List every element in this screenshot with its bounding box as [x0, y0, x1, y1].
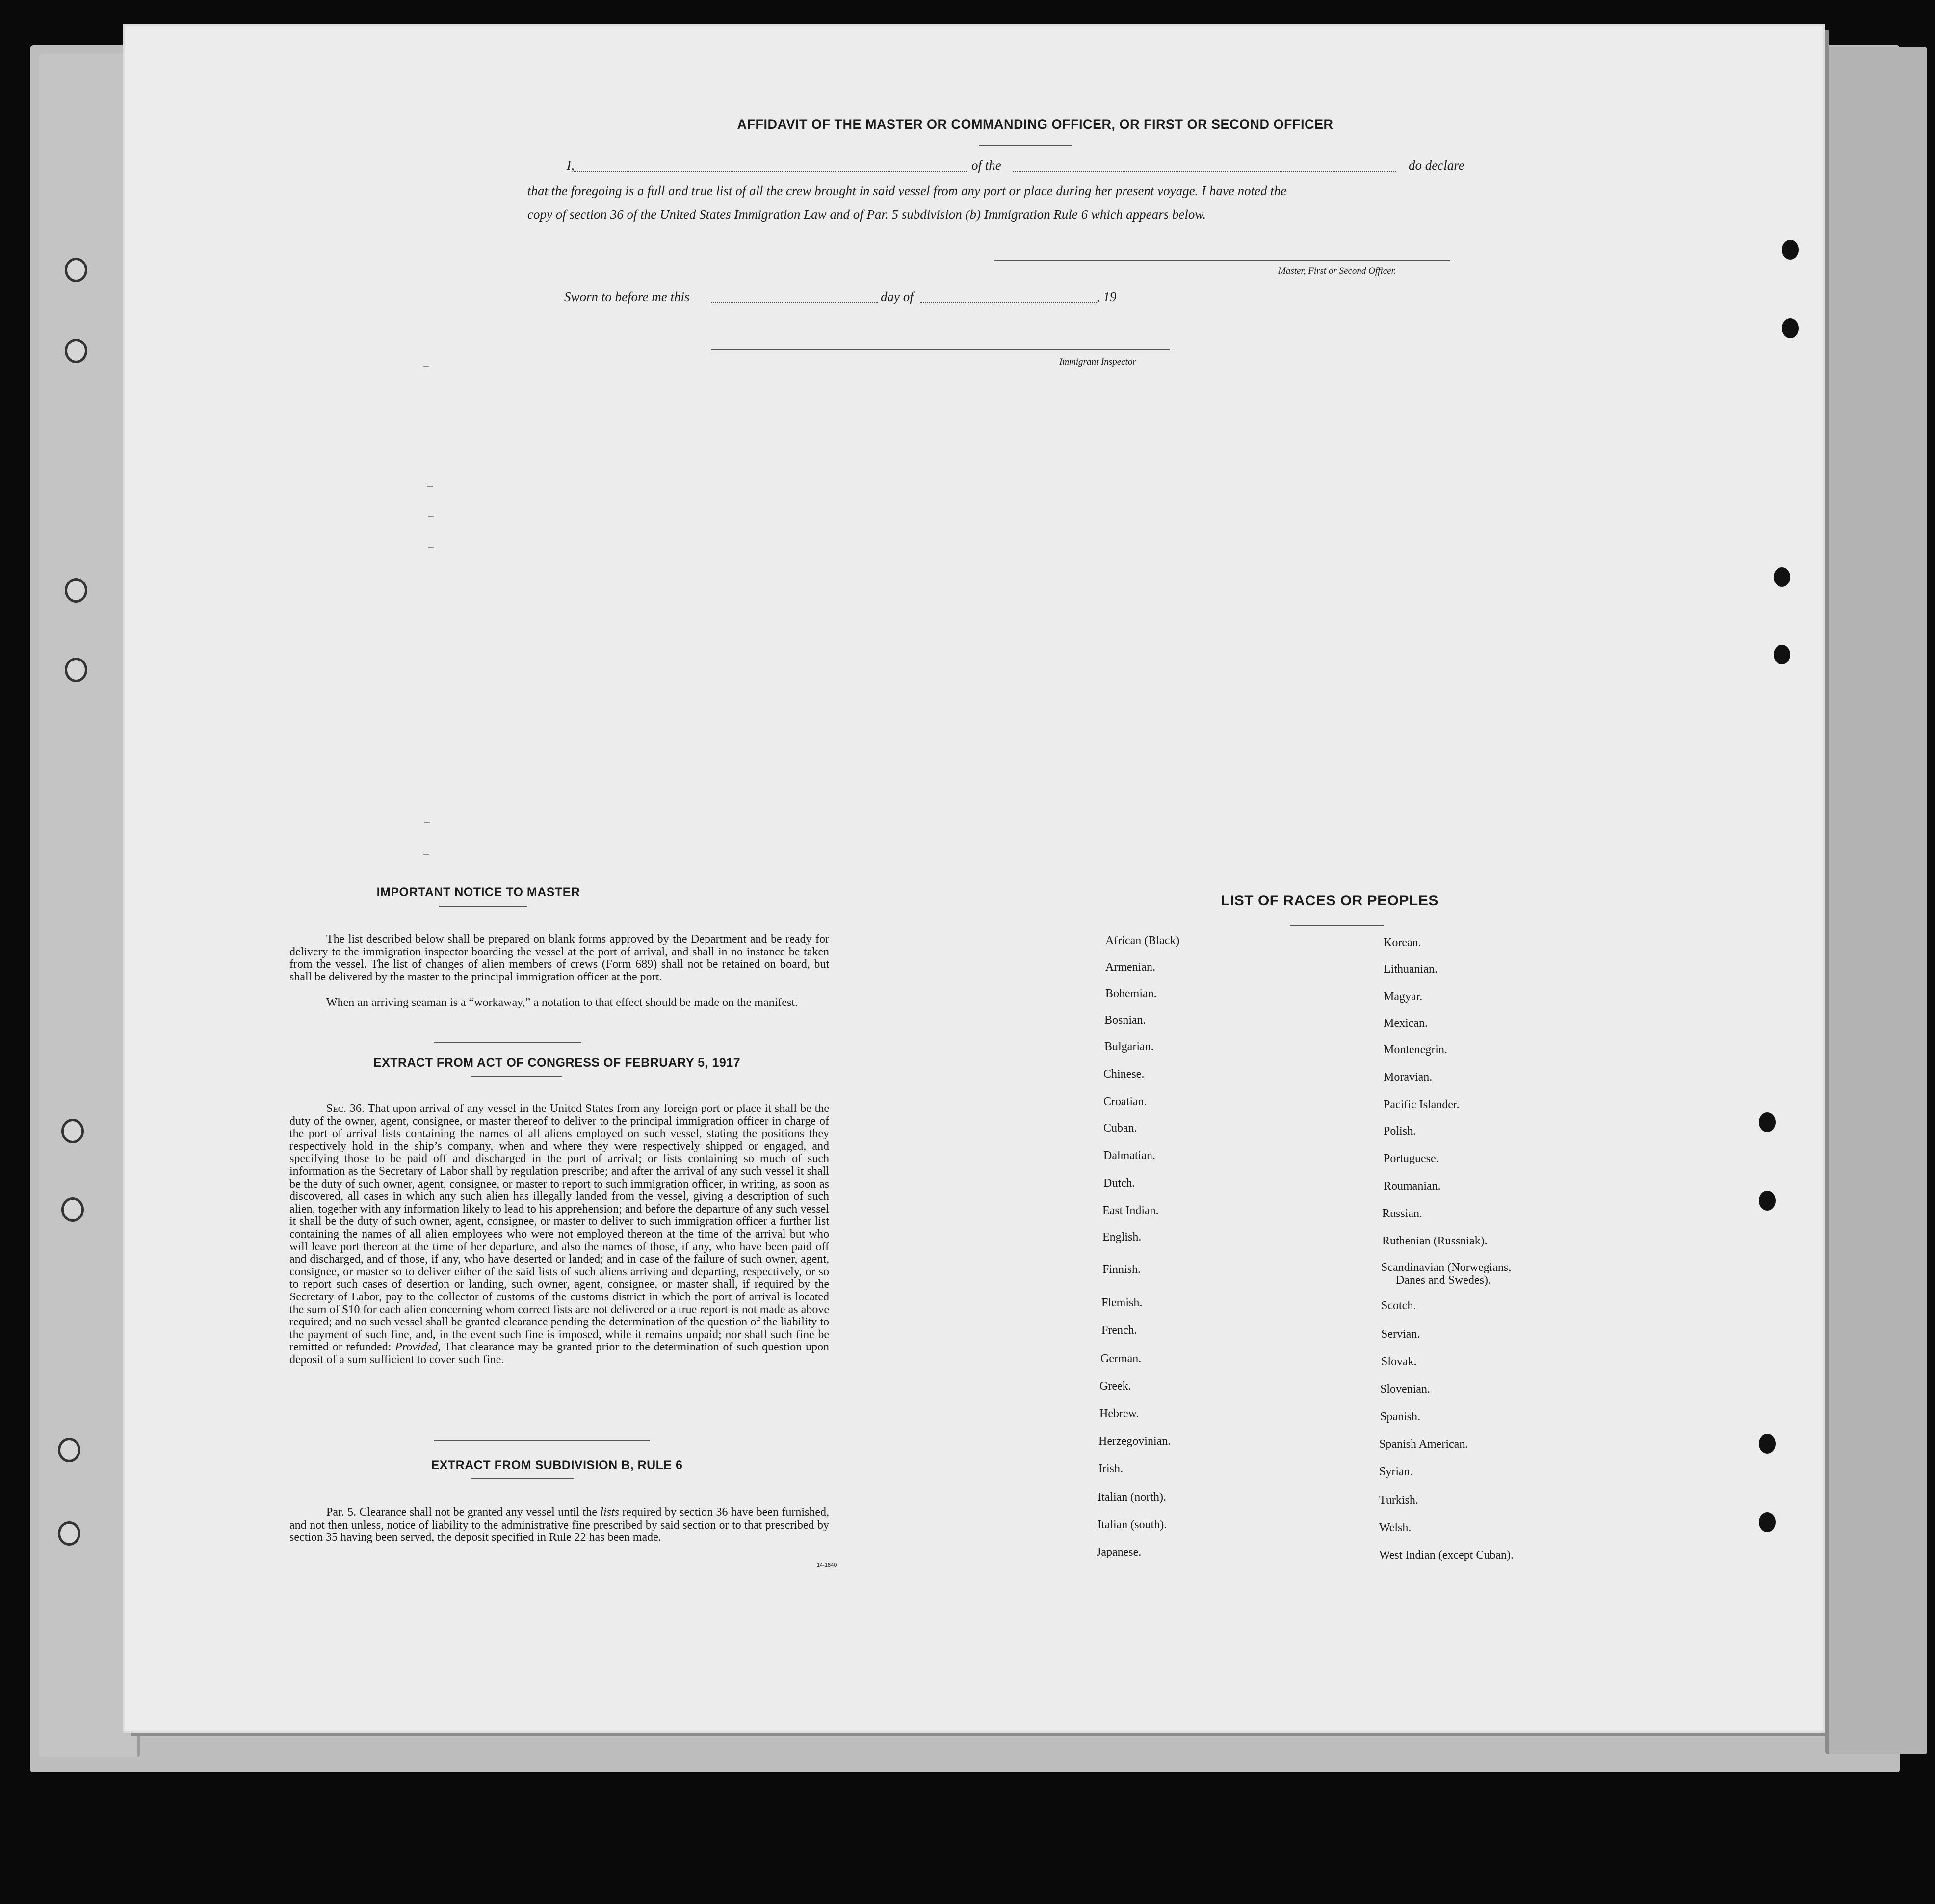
sworn-month-field[interactable]: [920, 302, 1097, 303]
race-item: Spanish American.: [1379, 1438, 1468, 1451]
race-item: Bulgarian.: [1104, 1040, 1154, 1053]
binder-hole: [65, 578, 87, 603]
punch-hole: [1759, 1512, 1776, 1532]
signature-line[interactable]: [994, 260, 1450, 261]
section-text-end: That clearance may be granted prior to the determination of such question upon deposit of a sum sufficient to cover such fine.: [289, 1341, 830, 1366]
title-divider: [979, 145, 1072, 146]
race-item: Herzegovinian.: [1098, 1435, 1171, 1448]
margin-tick: [423, 366, 429, 367]
punch-hole: [1782, 240, 1799, 260]
name-field[interactable]: [574, 171, 967, 172]
race-item: African (Black): [1105, 934, 1180, 947]
race-item: Bohemian.: [1105, 987, 1157, 1000]
rule-divider: [471, 1478, 574, 1479]
races-title: LIST OF RACES OR PEOPLES: [1221, 893, 1438, 909]
margin-tick: [427, 486, 433, 487]
notice-paragraph-2: When an arriving seaman is a “workaway,” a notation to that effect should be made on the manifest.: [326, 996, 798, 1009]
punch-hole: [1774, 567, 1790, 587]
races-divider: [1290, 925, 1384, 926]
act-section-36: [289, 1103, 829, 1366]
year-text: , 19: [1097, 290, 1117, 304]
section-label: Sec. 36.: [326, 1102, 365, 1115]
binder-hole: [58, 1521, 80, 1546]
punch-hole: [1774, 645, 1790, 664]
form-code: 14-1840: [817, 1562, 837, 1568]
race-item: East Indian.: [1102, 1204, 1159, 1217]
race-item: Scandinavian (Norwegians,: [1381, 1261, 1512, 1274]
race-item: Italian (north).: [1098, 1491, 1166, 1504]
race-item: Dutch.: [1103, 1177, 1135, 1190]
inspector-label: Immigrant Inspector: [1059, 357, 1136, 367]
race-item: Welsh.: [1379, 1521, 1412, 1534]
day-of-text: day of: [881, 290, 914, 304]
race-item: Flemish.: [1101, 1296, 1143, 1309]
affidavit-title: AFFIDAVIT OF THE MASTER OR COMMANDING OFFICER, OR FIRST OR SECOND OFFICER: [737, 117, 1334, 132]
race-item: Greek.: [1099, 1380, 1131, 1393]
race-item: Moravian.: [1384, 1071, 1433, 1084]
affidavit-do-declare: do declare: [1409, 158, 1464, 173]
document-page: [125, 26, 1823, 1731]
race-item: Croatian.: [1103, 1095, 1147, 1108]
race-item: Syrian.: [1379, 1465, 1413, 1478]
race-item: Italian (south).: [1098, 1518, 1167, 1531]
rule-text-end: required by section 36 have been furnished, and not then unless, notice of liability to the administrative fine prescribed by said section or to that prescribed by section 35 having been served, the deposit specified in Rule 22 has been made.: [289, 1506, 830, 1544]
race-item: Bosnian.: [1104, 1014, 1146, 1027]
race-item: Ruthenian (Russniak).: [1382, 1235, 1488, 1247]
race-item: Scotch.: [1381, 1299, 1416, 1312]
margin-tick: [423, 854, 429, 855]
race-item: Lithuanian.: [1384, 963, 1438, 976]
race-item: Cuban.: [1103, 1122, 1137, 1135]
rule-title: EXTRACT FROM SUBDIVISION B, RULE 6: [431, 1458, 683, 1472]
binder-hole: [65, 258, 87, 282]
lists-word: lists: [600, 1506, 619, 1519]
race-item: English.: [1102, 1231, 1142, 1243]
section-text: That upon arrival of any vessel in the United States from any foreign port or place it shall be the duty of the owner, agent, consignee, or master thereof to deliver to the principal immigration officer in charge of the port of arrival lists containing the names of all aliens employed on such vessel, stating the positions they respectively hold in the ship’s company, when and where they were respectively shipped or engaged, and specifying those to be paid off and discharged in the port of arrival; or lists containing so much of such information as the Secretary of Labor shall by regulation prescribe; and after the arrival of any such vessel it shall be the duty of such owner, agent, consignee, or master to report to such immigration officer, in writing, as soon as discovered, all cases in which any such alien has illegally landed from the vessel, giving a description of such alien, together with any information likely to lead to his apprehension; and before the departure of any such vessel it shall be the duty of such owner, agent, consignee, or master to deliver to such immigration officer a further list containing the names of all alien employees who were not employed thereon at the time of the arrival but who will leave port thereon at the time of her departure, and also the names of those, if any, who have been paid off and discharged, and of those, if any, who have deserted or landed; and in case of the failure of such owner, agent, consignee, or master so to deliver either of the said lists of such aliens arriving and departing, respectively, or so to report such cases of desertion or landing, such owner, agent, consignee, or master shall, if required by the Secretary of Labor, pay to the collector of customs of the customs district in which the port of arrival is located the sum of $10 for each alien concerning whom correct lists are not delivered or a true report is not made as above required; and no such vessel shall be granted clearance pending the determination of the question of the liability to the payment of such fine, and, in the event such fine is imposed, while it remains unpaid; nor shall such fine be remitted or refunded:: [289, 1102, 830, 1354]
sworn-day-field[interactable]: [711, 302, 878, 303]
race-item: Polish.: [1384, 1125, 1416, 1137]
binder-hole: [61, 1197, 84, 1222]
race-item: Armenian.: [1105, 961, 1155, 974]
race-item: Finnish.: [1102, 1263, 1141, 1276]
race-item: Roumanian.: [1384, 1180, 1441, 1192]
sworn-text: Sworn to before me this: [564, 290, 690, 304]
punch-hole: [1782, 318, 1799, 338]
race-item: German.: [1100, 1352, 1142, 1365]
notice-end-divider: [434, 1042, 581, 1043]
race-item: Montenegrin.: [1384, 1043, 1447, 1056]
race-item: Irish.: [1098, 1462, 1123, 1475]
notice-title: IMPORTANT NOTICE TO MASTER: [376, 885, 580, 899]
race-item: Chinese.: [1103, 1068, 1145, 1081]
race-item: Korean.: [1384, 936, 1421, 949]
binder-hole: [65, 658, 87, 682]
punch-hole: [1759, 1434, 1776, 1454]
race-item: Mexican.: [1384, 1017, 1428, 1030]
race-item: Magyar.: [1384, 990, 1423, 1003]
race-item: Spanish.: [1380, 1410, 1421, 1423]
binder-hole: [65, 339, 87, 363]
race-item: Dalmatian.: [1103, 1149, 1155, 1162]
race-item: Danes and Swedes).: [1396, 1274, 1491, 1287]
race-item: Servian.: [1381, 1328, 1420, 1341]
race-item: Slovak.: [1381, 1355, 1417, 1368]
notice-paragraph-1: The list described below shall be prepared on blank forms approved by the Department and be ready for delivery to the immigration inspector boarding the vessel at the port of arrival, and shall in no instance be taken from the vessel. The list of changes of alien members of crews (Form 689) shall not be retained on board, but shall be delivered by the master to the principal immigration officer at the port.: [289, 933, 829, 983]
race-item: Slovenian.: [1380, 1383, 1430, 1396]
punch-hole: [1759, 1191, 1776, 1211]
binder-hole: [58, 1438, 80, 1462]
affidavit-line-3: copy of section 36 of the United States Immigration Law and of Par. 5 subdivision (b) Immigration Rule 6 which appears below.: [527, 207, 1206, 222]
act-divider: [471, 1076, 562, 1077]
affidavit-of-the: of the: [971, 158, 1001, 173]
race-item: Portuguese.: [1384, 1152, 1439, 1165]
race-item: Turkish.: [1379, 1494, 1418, 1507]
affidavit-line-2: that the foregoing is a full and true list of all the crew brought in said vessel from any port or place during her present voyage. I have noted the: [527, 184, 1287, 198]
vessel-field[interactable]: [1013, 171, 1396, 172]
race-item: Pacific Islander.: [1384, 1098, 1460, 1111]
margin-tick: [428, 516, 434, 517]
inspector-signature-line[interactable]: [711, 349, 1170, 350]
punch-hole: [1759, 1112, 1776, 1132]
race-item: Hebrew.: [1099, 1407, 1139, 1420]
provided-word: Provided,: [395, 1341, 441, 1354]
binder-hole: [61, 1119, 84, 1143]
race-item: Russian.: [1382, 1207, 1423, 1220]
act-title: EXTRACT FROM ACT OF CONGRESS OF FEBRUARY 5, 1917: [373, 1056, 741, 1070]
race-item: French.: [1101, 1324, 1137, 1337]
rule-paragraph: [289, 1507, 829, 1544]
race-item: West Indian (except Cuban).: [1379, 1549, 1514, 1561]
race-item: Japanese.: [1097, 1546, 1142, 1559]
notice-divider: [439, 906, 527, 907]
affidavit-i: I,: [567, 158, 575, 173]
back-page-right-edge: [1825, 47, 1927, 1754]
margin-tick: [424, 822, 430, 823]
rule-text: Par. 5. Clearance shall not be granted any vessel until the: [326, 1506, 597, 1519]
act-end-divider: [434, 1440, 650, 1441]
margin-tick: [428, 547, 434, 548]
signature-label: Master, First or Second Officer.: [1278, 266, 1396, 276]
